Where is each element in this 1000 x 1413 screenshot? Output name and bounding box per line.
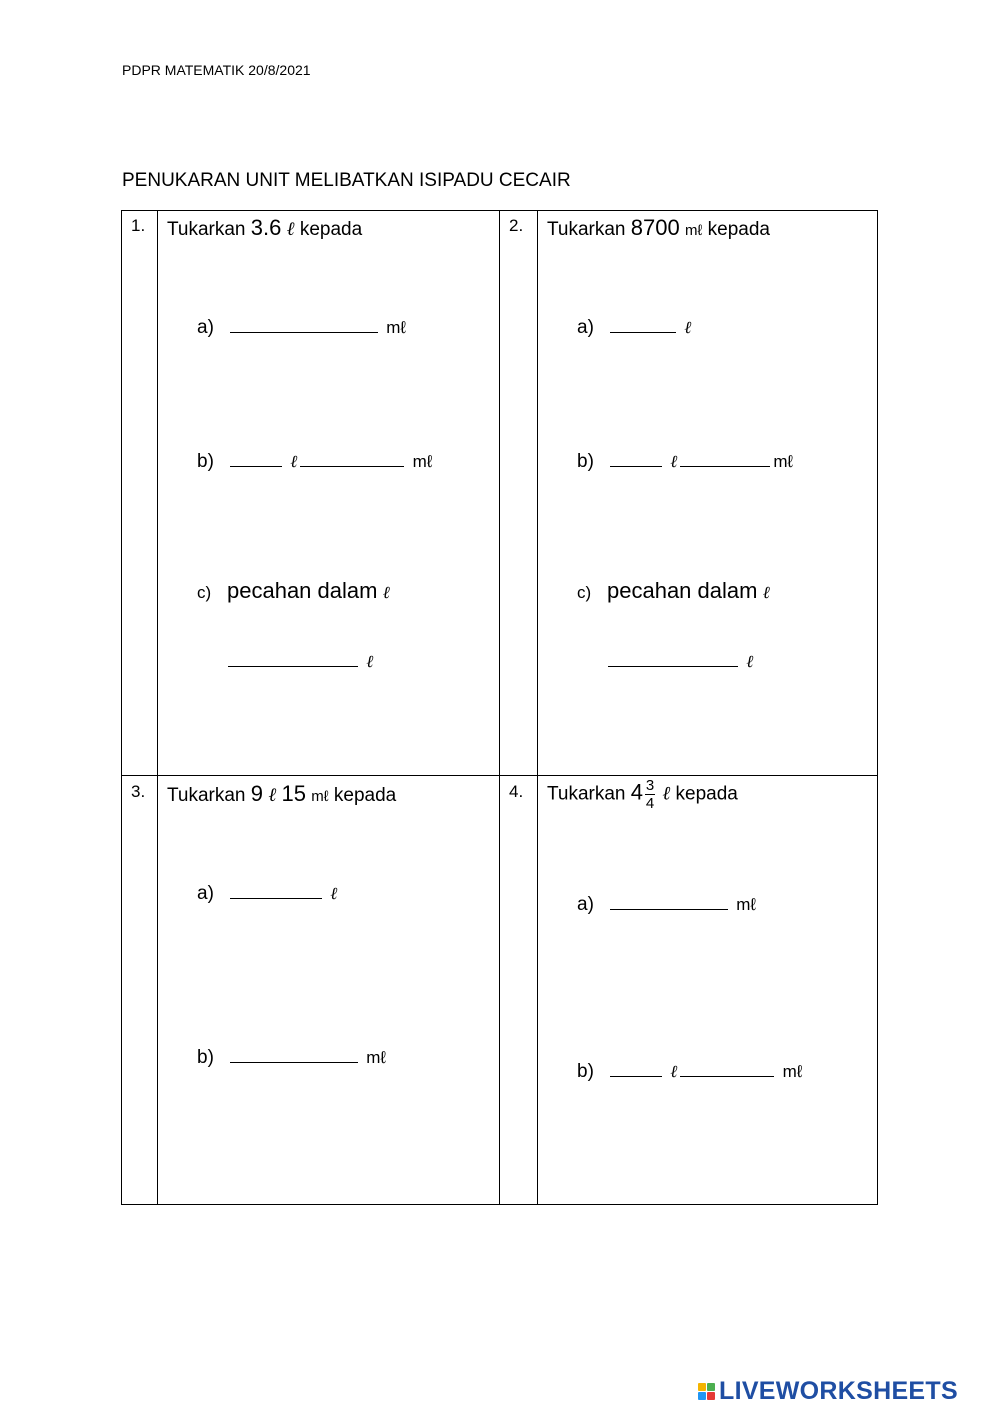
logo-square (698, 1383, 706, 1391)
question-1-part-a (197, 316, 406, 339)
part-label: a) (577, 317, 594, 338)
question-2-prompt (547, 215, 770, 241)
question-number: 3. (131, 782, 146, 801)
prompt-suffix: kepada (333, 785, 397, 806)
answer-blank[interactable] (608, 650, 738, 667)
unit-litre: ℓ (290, 452, 298, 472)
unit-ml: mℓ (736, 895, 756, 914)
logo-square (698, 1392, 706, 1400)
part-label: c) (577, 583, 592, 602)
prompt-prefix: Tukarkan (167, 785, 246, 806)
question-number: 1. (131, 216, 146, 235)
table-divider (537, 210, 538, 1205)
prompt-value: 3.6 (250, 215, 282, 240)
logo-square (707, 1392, 715, 1400)
table-border-top (121, 210, 878, 211)
prompt-value: 9 (250, 781, 264, 806)
unit-ml: mℓ (685, 222, 703, 239)
answer-blank-ml[interactable] (680, 1060, 774, 1077)
unit-litre: ℓ (330, 884, 338, 904)
prompt-value: 15 (281, 781, 306, 806)
table-border-left (121, 210, 122, 1205)
question-1-part-b (197, 450, 432, 473)
unit-ml: mℓ (782, 1062, 803, 1081)
part-label: b) (577, 451, 594, 472)
answer-blank[interactable] (230, 882, 322, 899)
answer-blank[interactable] (230, 1046, 358, 1063)
unit-ml: mℓ (412, 452, 433, 471)
question-2-part-b (577, 450, 793, 473)
question-2-part-c-answer (605, 650, 753, 673)
part-label: b) (577, 1061, 594, 1082)
unit-litre: ℓ (366, 652, 374, 672)
answer-blank-litre[interactable] (610, 1060, 662, 1077)
answer-blank-ml[interactable] (300, 450, 404, 467)
fraction-denominator: 4 (645, 795, 655, 812)
unit-litre: ℓ (670, 452, 678, 472)
question-2-part-a (577, 316, 691, 339)
unit-litre: ℓ (382, 583, 390, 603)
part-label: b) (197, 1047, 214, 1068)
part-label: c) (197, 583, 212, 602)
logo-text: LIVEWORKSHEETS (719, 1376, 958, 1405)
unit-litre: ℓ (684, 318, 692, 338)
fraction (645, 778, 655, 811)
unit-litre: ℓ (662, 782, 671, 805)
unit-litre: ℓ (746, 652, 754, 672)
question-number: 4. (509, 782, 524, 801)
prompt-prefix: Tukarkan (547, 219, 626, 240)
part-text: pecahan dalam (607, 578, 758, 603)
answer-blank[interactable] (228, 650, 358, 667)
liveworksheets-logo[interactable] (698, 1378, 958, 1404)
part-label: a) (197, 317, 214, 338)
question-1-part-c-answer (225, 650, 373, 673)
question-1-part-c (197, 578, 390, 604)
document-header: PDPR MATEMATIK 20/8/2021 (122, 62, 311, 78)
answer-blank[interactable] (230, 316, 378, 333)
question-1-prompt (167, 215, 362, 241)
prompt-suffix: kepada (707, 219, 770, 240)
fraction-numerator: 3 (645, 777, 655, 794)
unit-ml: mℓ (366, 1048, 386, 1067)
question-4-part-a (577, 893, 756, 916)
table-row-divider (121, 775, 878, 776)
question-2-part-c (577, 578, 770, 604)
unit-ml: mℓ (311, 788, 329, 805)
unit-litre: ℓ (268, 784, 277, 806)
logo-mark-icon (698, 1383, 715, 1400)
unit-litre: ℓ (762, 583, 770, 603)
answer-blank-ml[interactable] (680, 450, 770, 467)
table-divider (157, 210, 158, 1205)
part-label: a) (577, 894, 594, 915)
prompt-suffix: kepada (675, 783, 738, 805)
prompt-prefix: Tukarkan (547, 783, 626, 805)
table-border-bottom (121, 1204, 878, 1205)
prompt-value: 8700 (630, 215, 680, 240)
question-3-part-a (197, 882, 337, 905)
answer-blank[interactable] (610, 316, 676, 333)
prompt-prefix: Tukarkan (167, 219, 246, 240)
part-label: b) (197, 451, 214, 472)
unit-litre: ℓ (670, 1062, 678, 1082)
worksheet-title: PENUKARAN UNIT MELIBATKAN ISIPADU CECAIR (122, 170, 571, 191)
part-label: a) (197, 883, 214, 904)
unit-litre: ℓ (286, 218, 295, 240)
logo-square (707, 1383, 715, 1391)
answer-blank[interactable] (610, 893, 728, 910)
question-table (121, 210, 878, 1205)
table-divider (499, 210, 500, 1205)
prompt-whole: 4 (630, 779, 644, 805)
part-text: pecahan dalam (227, 578, 378, 603)
answer-blank-litre[interactable] (230, 450, 282, 467)
question-4-part-b (577, 1060, 802, 1083)
table-border-right (877, 210, 878, 1205)
question-number: 2. (509, 216, 524, 235)
question-3-part-b (197, 1046, 386, 1069)
answer-blank-litre[interactable] (610, 450, 662, 467)
unit-ml: mℓ (773, 452, 794, 471)
prompt-suffix: kepada (299, 219, 363, 240)
unit-ml: mℓ (386, 318, 406, 337)
question-3-prompt (167, 781, 396, 807)
question-4-prompt (547, 778, 738, 811)
